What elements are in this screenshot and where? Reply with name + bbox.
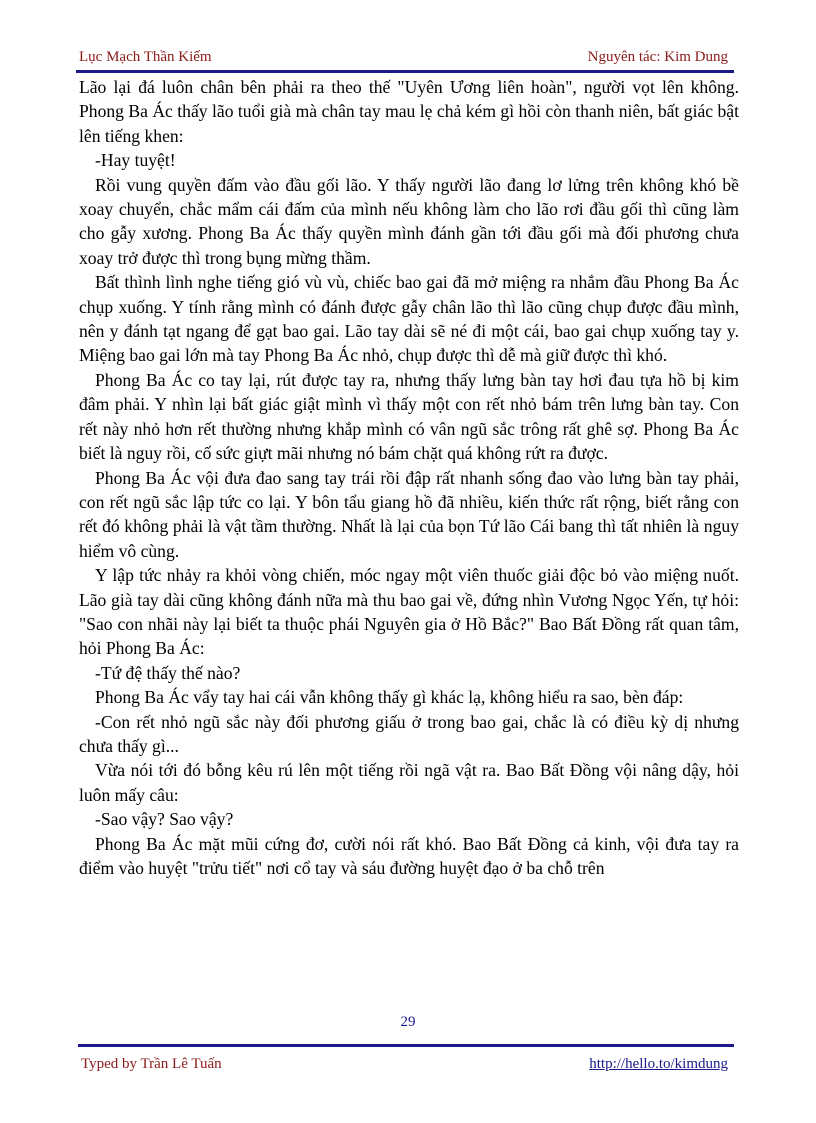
- page-number: 29: [400, 1014, 416, 1030]
- typist-credit: Typed by Trần Lê Tuấn: [81, 1056, 222, 1072]
- page-body: [79, 75, 739, 880]
- paragraph: -Con rết nhỏ ngũ sắc này đối phương giấu ở trong bao gai, chắc là có điều kỳ dị nhưng chưa thấy gì...: [79, 711, 739, 756]
- paragraph: Lão lại đá luôn chân bên phải ra theo thế "Uyên Ương liên hoàn", người vọt lên không. Phong Ba Ác thấy lão tuổi già mà chân tay mau lẹ chả kém gì hồi còn thanh niên, bất giác bật lên tiếng khen:: [79, 77, 739, 146]
- website-link[interactable]: http://hello.to/kimdung: [589, 1056, 728, 1072]
- paragraph: Phong Ba Ác mặt mũi cứng đơ, cười nói rất khó. Bao Bất Đồng cả kinh, vội đưa tay ra điểm vào huyệt "trửu tiết" nơi cổ tay và sáu đường huyệt đạo ở ba chỗ trên: [79, 833, 739, 878]
- book-title: Lục Mạch Thần Kiếm: [79, 49, 212, 65]
- paragraph: Y lập tức nhảy ra khỏi vòng chiến, móc ngay một viên thuốc giải độc bỏ vào miệng nuốt. Lão già tay dài cũng không đánh nữa mà thu bao gai về, đứng nhìn Vương Ngọc Yến, tự hỏi: "Sao con nhãi này lại biết ta thuộc phái Nguyên gia ở Hồ Bắc?" Bao Bất Đồng rất quan tâm, hỏi Phong Ba Ác:: [79, 565, 739, 659]
- paragraph: Phong Ba Ác co tay lại, rút được tay ra, nhưng thấy lưng bàn tay hơi đau tựa hồ bị kim đâm phải. Y nhìn lại bất giác giật mình vì thấy một con rết nhỏ bám trên lưng bàn tay. Con rết này nhỏ hơn rết thường nhưng khắp mình có vân ngũ sắc trông rất ghê sợ. Phong Ba Ác biết là nguy rồi, cố sức giựt mãi nhưng nó bám chặt quá không rứt ra được.: [79, 369, 739, 464]
- paragraph: Rồi vung quyền đấm vào đầu gối lão. Y thấy người lão đang lơ lửng trên không khó bề xoay chuyển, chắc mẩm cái đấm của mình nếu không làm cho lão rơi đầu gối thì cũng làm cho gẫy xương. Phong Ba Ác thấy quyền mình đánh gần tới đầu gối mà đối phương chưa xoay trở được thì trong bụng mừng thầm.: [79, 174, 739, 268]
- paragraph: Phong Ba Ác vội đưa đao sang tay trái rồi đập rất nhanh sống đao vào lưng bàn tay phải, con rết ngũ sắc lập tức co lại. Y bôn tẩu giang hồ đã nhiều, kiến thức rất rộng, biết rằng con rết đó không phải là vật tầm thường. Nhất là lại của bọn Tứ lão Cái bang thì tất nhiên là nguy hiểm vô cùng.: [79, 467, 739, 561]
- paragraph: Vừa nói tới đó bỗng kêu rú lên một tiếng rồi ngã vật ra. Bao Bất Đồng vội nâng dậy, hỏi luôn mấy câu:: [79, 760, 739, 805]
- paragraph: -Hay tuyệt!: [95, 150, 176, 171]
- paragraph: Bất thình lình nghe tiếng gió vù vù, chiếc bao gai đã mở miệng ra nhắm đầu Phong Ba Ác chụp xuống. Y tính rằng mình có đánh được gẫy chân lão thì lão cũng chụp được đầu mình, nên y đánh tạt ngang để gạt bao gai. Lão tay dài sẽ né đi một cái, bao gai chụp xuống tay y. Miệng bao gai lớn mà tay Phong Ba Ác nhỏ, chụp được thì dễ mà giữ được thì khó.: [79, 272, 739, 366]
- paragraph: -Sao vậy? Sao vậy?: [95, 809, 234, 830]
- paragraph: -Tứ đệ thấy thế nào?: [95, 662, 241, 683]
- author-credit: Nguyên tác: Kim Dung: [587, 49, 728, 65]
- footer-divider: [78, 1044, 734, 1047]
- header-divider: [76, 70, 734, 73]
- paragraph: Phong Ba Ác vẩy tay hai cái vẫn không thấy gì khác lạ, không hiểu ra sao, bèn đáp:: [95, 687, 684, 708]
